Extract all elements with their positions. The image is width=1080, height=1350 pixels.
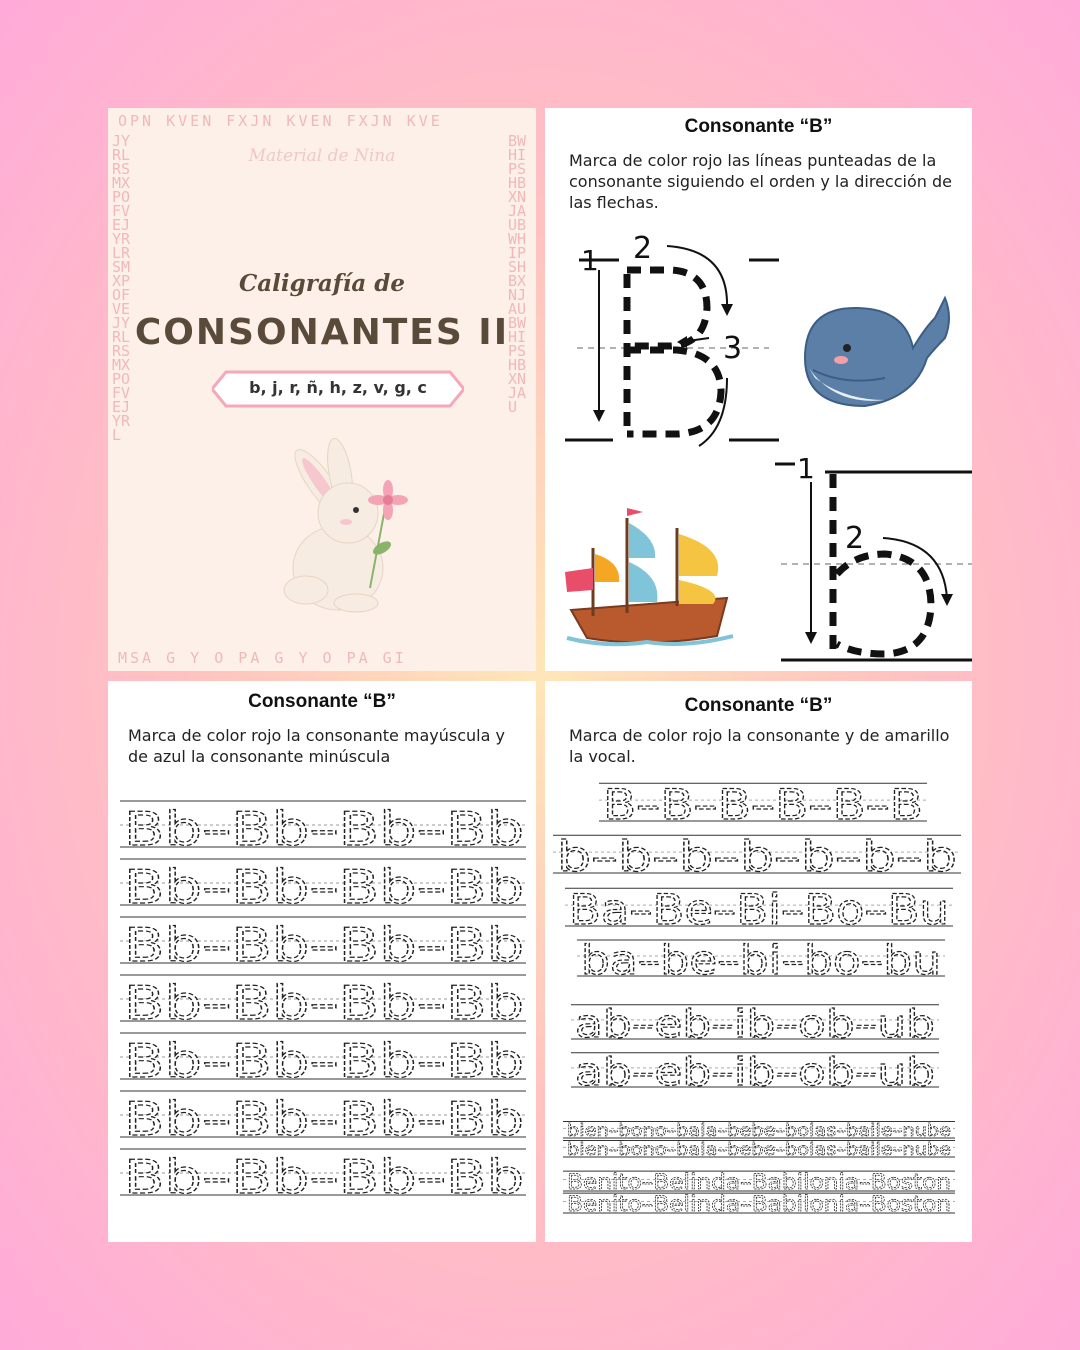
page-title: Consonante “B” bbox=[248, 691, 396, 712]
instruction-text: Marca de color rojo la consonante y de amarillo la vocal. bbox=[569, 726, 950, 766]
syllable-line-text: Benito–Belinda–Babilonia–Boston bbox=[567, 1170, 951, 1194]
tracing-row-text: Bb–Bb–Bb–Bb bbox=[124, 860, 524, 914]
bunny-icon bbox=[258, 438, 418, 613]
syllable-line bbox=[563, 1192, 955, 1216]
syllable-line-text: b–b–b–b–b–b–b bbox=[557, 832, 957, 881]
syllable-line bbox=[577, 938, 945, 984]
lowercase-b-trace bbox=[775, 448, 972, 671]
watermark: Material de Nina bbox=[248, 146, 396, 166]
lowercase-step-1: 1 bbox=[797, 452, 815, 485]
uppercase-lowercase-practice-page bbox=[108, 681, 536, 1242]
syllable-line bbox=[571, 1050, 939, 1094]
syllable-line bbox=[553, 832, 961, 881]
tracing-row-text: Bb–Bb–Bb–Bb bbox=[124, 1150, 524, 1204]
syllable-line-text: Ba–Be–Bi–Bo–Bu bbox=[569, 885, 949, 934]
syllable-line-text: bien–bono–bala–bebe–bolas–baile–nube bbox=[567, 1121, 951, 1141]
step-3-label: 3 bbox=[723, 331, 743, 366]
tracing-row bbox=[120, 917, 526, 972]
syllable-line-text: ba–be–bi–bo–bu bbox=[581, 938, 941, 984]
syllable-line bbox=[571, 1002, 939, 1046]
syllable-line bbox=[599, 780, 927, 829]
ship-icon bbox=[557, 498, 747, 658]
tracing-row-text: Bb–Bb–Bb–Bb bbox=[124, 802, 524, 856]
instruction-text: Marca de color rojo la consonante mayúscula y de azul la consonante minúscula bbox=[128, 726, 505, 766]
cover-page bbox=[108, 108, 536, 671]
cover-border-left: JYRLRSMXPOFVEJYRLRSMXPOFVEJYRLRSMXPOFVEJYRL bbox=[112, 134, 131, 444]
tracing-row bbox=[120, 1091, 526, 1146]
syllable-line-text: Benito–Belinda–Babilonia–Boston bbox=[567, 1192, 951, 1216]
tracing-row-text: Bb–Bb–Bb–Bb bbox=[124, 976, 524, 1030]
whale-icon bbox=[795, 288, 955, 418]
syllable-line bbox=[563, 1170, 955, 1194]
tracing-row bbox=[120, 1149, 526, 1204]
page-title: Consonante “B” bbox=[684, 116, 833, 137]
syllable-line-text: ab–eb–ib–ob–ub bbox=[575, 1050, 935, 1094]
syllable-line-text: ab–eb–ib–ob–ub bbox=[575, 1002, 935, 1046]
syllable-line bbox=[565, 885, 953, 934]
tracing-row bbox=[120, 975, 526, 1030]
step-1-label: 1 bbox=[581, 244, 599, 277]
cover-border-right: BWHIPSHBXNJAUBWHIPSHBXNJAUBWHIPSHBXNJAU bbox=[508, 134, 527, 416]
cover-subtitle: Caligrafía de bbox=[238, 270, 406, 297]
syllable-tracing-lines bbox=[553, 779, 965, 1229]
tracing-row bbox=[120, 1033, 526, 1088]
cover-border-bottom: MSA G Y O PA G Y O PA GI bbox=[118, 649, 407, 667]
tracing-row bbox=[120, 859, 526, 914]
tracing-row-text: Bb–Bb–Bb–Bb bbox=[124, 1092, 524, 1146]
stroke-order-page bbox=[545, 108, 972, 671]
instruction-text: Marca de color rojo las líneas punteadas de la consonante siguiendo el orden y la dirección de las flechas. bbox=[569, 151, 952, 212]
syllable-practice-page bbox=[545, 681, 972, 1242]
syllable-line bbox=[563, 1121, 955, 1141]
tracing-row-text: Bb–Bb–Bb–Bb bbox=[124, 918, 524, 972]
step-2-label: 2 bbox=[633, 231, 653, 266]
page-title: Consonante “B” bbox=[684, 695, 833, 716]
cover-border-top: OPN KVEN FXJN KVEN FXJN KVE bbox=[118, 112, 443, 130]
syllable-line-text: B–B–B–B–B–B bbox=[603, 780, 923, 829]
tracing-row bbox=[120, 801, 526, 856]
syllable-line-text: bien–bono–bala–bebe–bolas–baile–nube bbox=[567, 1140, 951, 1160]
lowercase-step-2: 2 bbox=[845, 521, 865, 556]
tracing-row-text: Bb–Bb–Bb–Bb bbox=[124, 1034, 524, 1088]
uppercase-b-trace bbox=[559, 228, 779, 448]
syllable-line bbox=[563, 1140, 955, 1160]
tracing-grid bbox=[118, 791, 528, 1211]
cover-letters: b, j, r, ñ, h, z, v, g, c bbox=[249, 378, 427, 397]
cover-title: CONSONANTES II bbox=[134, 312, 510, 353]
